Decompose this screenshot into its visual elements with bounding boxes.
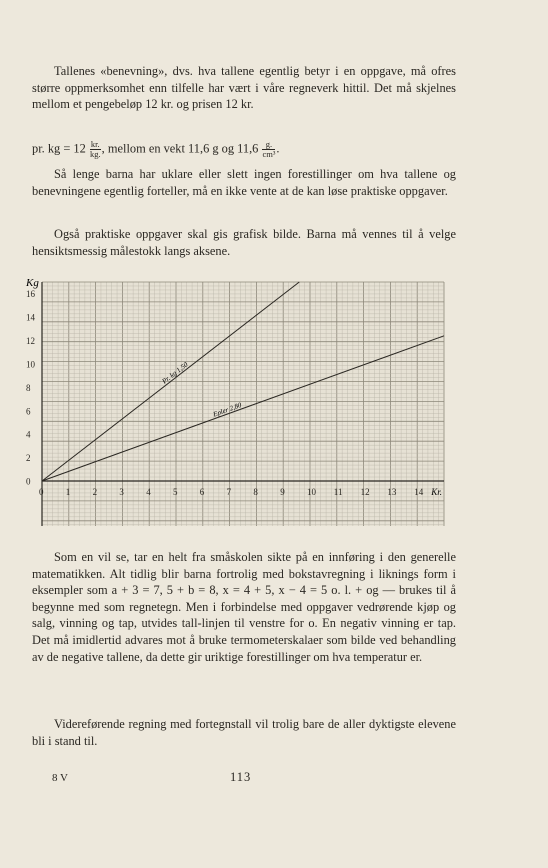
fraction-denominator: cm³ xyxy=(262,149,276,159)
fraction-g-per-cm3 xyxy=(262,140,275,159)
line-label-2: Epler 2,80 xyxy=(212,401,243,419)
paragraph-5: Videreførende regning med fortegnstall vil trolig bare de aller dyktigste elevene bli i stand til. xyxy=(32,717,456,748)
graph-figure xyxy=(24,276,464,536)
y-tick-label: 10 xyxy=(26,359,35,370)
fraction-kr-per-kg xyxy=(90,140,101,159)
paragraph-1: Tallenes «benevning», dvs. hva tallene egentlig betyr i en oppgave, må ofres større oppmerksomhet enn tilfelle har vært i våre regneverk hittil. Det må skjelnes mellom et pengebeløp 12 kr. og prisen 12 kr. xyxy=(32,64,456,112)
x-tick-label: 4 xyxy=(146,487,151,497)
y-tick-label: 16 xyxy=(26,289,35,300)
x-tick-label: 2 xyxy=(92,487,98,497)
y-tick-label: 8 xyxy=(26,382,31,393)
y-tick-label: 6 xyxy=(26,406,31,417)
formula-suffix: . xyxy=(276,141,280,156)
paragraph-4: Som en vil se, tar en helt fra småskolen sikte på en innføring i den generelle matematikken. Alt tidlig blir barna fortrolig med bokstavregning i liknings form i eksempler som a + 3 = 7, 5 + b = 8, x = 4 + 5, x − 4 = 5 o. l. + og — brukes til å begynne med som regnetegn. Men i forbindelse med oppgaver vedrørende kjøp og salg, vinning og tap, utvides tall-linjen til venstre for o. En negativ vinning er tap. Det må imidlertid advares mot å bruke termometerskalaer som bilde ved behandling av de negative tallene, da dette gir uriktige forestillinger om hva temperatur er. xyxy=(32,550,456,664)
formula-prefix: pr. kg = 12 xyxy=(32,141,86,156)
grid-background xyxy=(42,282,444,526)
y-tick-label: 4 xyxy=(26,429,31,440)
fraction-numerator: g. xyxy=(262,140,275,150)
x-tick-label: 10 xyxy=(307,487,316,497)
x-tick-label: 8 xyxy=(253,487,258,497)
x-tick-label: 0 xyxy=(39,487,44,497)
paragraph-3: Også praktiske oppgaver skal gis grafisk bilde. Barna må vennes til å velge hensiktsmessig målestokk langs aksene. xyxy=(32,227,456,258)
formula-middle: , mellom en vekt 11,6 g og 11,6 xyxy=(101,141,259,156)
x-axis-label: Kr. xyxy=(431,487,443,497)
x-tick-label: 9 xyxy=(280,487,285,497)
x-tick-label: 7 xyxy=(226,487,232,497)
x-tick-label: 13 xyxy=(387,487,397,497)
x-tick-label: 14 xyxy=(414,487,424,497)
graph-svg xyxy=(24,276,464,536)
y-tick-label: 2 xyxy=(26,453,31,464)
y-tick-label: 0 xyxy=(26,476,31,487)
line-label-1: Pr. kg 1,50 xyxy=(160,360,190,386)
x-tick-label: 3 xyxy=(119,487,124,497)
x-tick-label: 1 xyxy=(65,487,71,497)
y-tick-labels xyxy=(26,289,36,486)
signature-mark: 8 V xyxy=(52,772,68,784)
x-tick-label: 5 xyxy=(173,487,178,497)
x-tick-label: 12 xyxy=(360,487,370,497)
y-axis-label: Kg xyxy=(26,277,39,289)
formula-line xyxy=(32,140,456,159)
fraction-numerator: kr. xyxy=(90,139,100,149)
paragraph-2: Så lenge barna har uklare eller slett ingen forestillinger om hva tallene og benevningene egentlig forteller, må en ikke vente at de kan løse praktiske oppgaver. xyxy=(32,167,456,198)
grid-lines xyxy=(42,282,444,526)
x-tick-label: 6 xyxy=(199,487,205,497)
page-number: 113 xyxy=(230,770,252,784)
y-tick-label: 12 xyxy=(26,336,35,347)
x-tick-label: 11 xyxy=(333,487,343,497)
y-tick-label: 14 xyxy=(26,312,35,323)
fraction-denominator: kg. xyxy=(89,149,101,159)
